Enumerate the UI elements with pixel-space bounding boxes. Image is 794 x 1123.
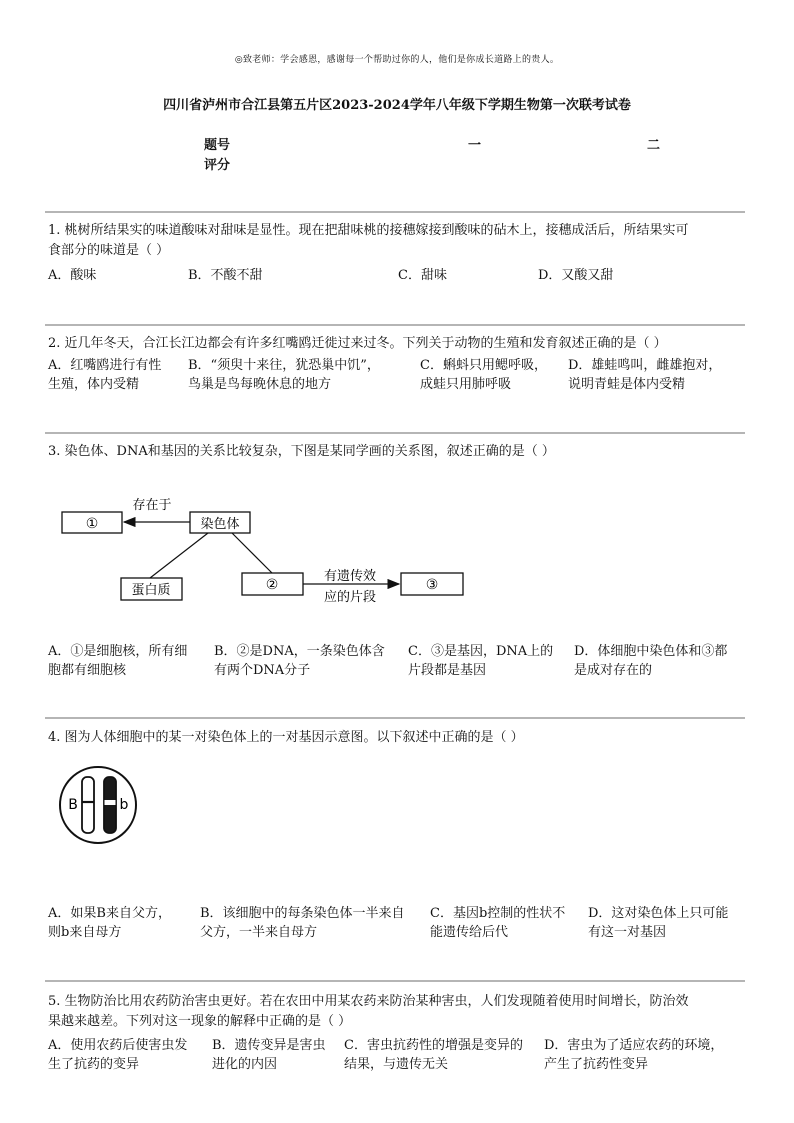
option-a[interactable]: A．酸味: [48, 268, 97, 283]
option-line: 说明青蛙是体内受精: [568, 377, 686, 392]
score-label-question: 题号: [204, 138, 231, 153]
option-a[interactable]: [48, 356, 161, 394]
option-line: C．害虫抗药性的增强是变异的: [344, 1038, 523, 1053]
option-line: B．“须臾十来往，犹恐巢中饥”，: [188, 358, 380, 373]
divider: [45, 211, 745, 213]
option-line: 胞都有细胞核: [48, 663, 127, 678]
question-4: [48, 728, 748, 748]
option-c[interactable]: C．甜味: [398, 268, 447, 283]
option-b[interactable]: [200, 904, 405, 942]
option-line: 鸟巢是鸟每晚休息的地方: [188, 377, 332, 392]
option-b[interactable]: [188, 356, 380, 394]
question-stem: 3. 染色体、DNA和基因的关系比较复杂，下图是某同学画的关系图，叙述正确的是（ ）: [48, 444, 555, 459]
option-line: 能遗传给后代: [430, 925, 509, 940]
divider: [45, 717, 745, 719]
page-title: 四川省泸州市合江县第五片区2023-2024学年八年级下学期生物第一次联考试卷: [163, 98, 631, 113]
box-3-label: ③: [425, 577, 439, 593]
score-label-score: 评分: [204, 158, 231, 173]
chromosome-pair-figure: [57, 764, 141, 848]
option-line: A．①是细胞核，所有细: [48, 644, 188, 659]
arrow-exists-in-label: 存在于: [132, 498, 172, 513]
option-line: D．体细胞中染色体和③都: [574, 644, 728, 659]
option-line: C．基因b控制的性状不: [430, 906, 566, 921]
option-line: 成蛙只用肺呼吸: [420, 377, 512, 392]
option-b[interactable]: B．不酸不甜: [188, 268, 263, 283]
question-stem: 4. 图为人体细胞中的某一对染色体上的一对基因示意图。以下叙述中正确的是（ ）: [48, 730, 524, 745]
score-col-2: 二: [647, 138, 661, 153]
option-line: 是成对存在的: [574, 663, 653, 678]
option-line: B．该细胞中的每条染色体一半来自: [200, 906, 405, 921]
question-2: [48, 334, 748, 354]
option-d[interactable]: [574, 642, 727, 680]
option-c[interactable]: [344, 1036, 523, 1074]
option-d[interactable]: D．又酸又甜: [538, 268, 614, 283]
option-d[interactable]: [568, 356, 721, 394]
option-line: 进化的内因: [212, 1057, 278, 1072]
option-line: 有这一对基因: [588, 925, 667, 940]
option-c[interactable]: [430, 904, 565, 942]
arrow-gene-label-2: 应的片段: [323, 590, 377, 605]
gene-label-b-lower: b: [119, 797, 129, 813]
box-chromosome-label: 染色体: [200, 517, 240, 532]
option-line: 父方，一半来自母方: [200, 925, 318, 940]
option-line: C．③是基因，DNA上的: [408, 644, 554, 659]
header-motto: ◎致老师：学会感恩，感谢每一个帮助过你的人，他们是你成长道路上的贵人。: [234, 55, 560, 65]
arrow-gene-label-1: 有遗传效: [323, 569, 377, 584]
gene-label-b-upper: B: [68, 797, 78, 813]
option-d[interactable]: [588, 904, 728, 942]
chromosome-left: [82, 777, 94, 833]
divider: [45, 980, 745, 982]
branch-line-dna: [232, 533, 272, 573]
question-stem: 1. 桃树所结果实的味道酸味对甜味是显性。现在把甜味桃的接穗嫁接到酸味的砧木上，接穗成活后，所结果实可: [48, 223, 689, 238]
question-3: [48, 442, 748, 462]
question-stem: 食部分的味道是（ ）: [48, 243, 170, 258]
option-line: D．这对染色体上只可能: [588, 906, 729, 921]
option-line: 片段都是基因: [408, 663, 487, 678]
option-line: A．使用农药后使害虫发: [48, 1038, 188, 1053]
question-5: [48, 992, 748, 1032]
branch-line-protein: [150, 533, 208, 578]
option-d[interactable]: [544, 1036, 723, 1074]
question-stem: 5. 生物防治比用农药防治害虫更好。若在农田中用某农药来防治某种害虫，人们发现随着使用时间增长，防治效: [48, 994, 689, 1009]
option-line: A．如果B来自父方，: [48, 906, 171, 921]
score-col-1: 一: [468, 138, 482, 153]
option-a[interactable]: [48, 1036, 187, 1074]
option-line: D．雄蛙鸣叫，雌雄抱对，: [568, 358, 722, 373]
option-line: 产生了抗药性变异: [544, 1057, 649, 1072]
option-line: A．红嘴鸥进行有性: [48, 358, 162, 373]
option-line: 有两个DNA分子: [214, 663, 311, 678]
option-c[interactable]: [408, 642, 553, 680]
option-c[interactable]: [420, 356, 547, 394]
option-line: B．遗传变异是害虫: [212, 1038, 326, 1053]
divider: [45, 324, 745, 326]
option-line: C．蝌蚪只用鳃呼吸，: [420, 358, 547, 373]
relationship-diagram: [60, 494, 480, 612]
question-stem: 果越来越差。下列对这一现象的解释中正确的是（ ）: [48, 1014, 352, 1029]
option-line: D．害虫为了适应农药的环境，: [544, 1038, 724, 1053]
question-1: [48, 221, 748, 261]
option-line: B．②是DNA，一条染色体含: [214, 644, 385, 659]
option-line: 生殖，体内受精: [48, 377, 140, 392]
option-a[interactable]: [48, 904, 171, 942]
option-line: 生了抗药的变异: [48, 1057, 140, 1072]
option-a[interactable]: [48, 642, 187, 680]
option-line: 则b来自母方: [48, 925, 122, 940]
box-2-label: ②: [265, 577, 279, 593]
question-stem: 2. 近几年冬天，合江长江边都会有许多红嘴鸥迁徙过来过冬。下列关于动物的生殖和发育叙述正确的是（ ）: [48, 336, 667, 351]
divider: [45, 432, 745, 434]
gene-locus-right: [105, 800, 116, 805]
option-b[interactable]: [214, 642, 385, 680]
box-1-label: ①: [85, 516, 99, 532]
box-protein-label: 蛋白质: [131, 583, 171, 598]
option-b[interactable]: [212, 1036, 326, 1074]
option-line: 结果，与遗传无关: [344, 1057, 449, 1072]
